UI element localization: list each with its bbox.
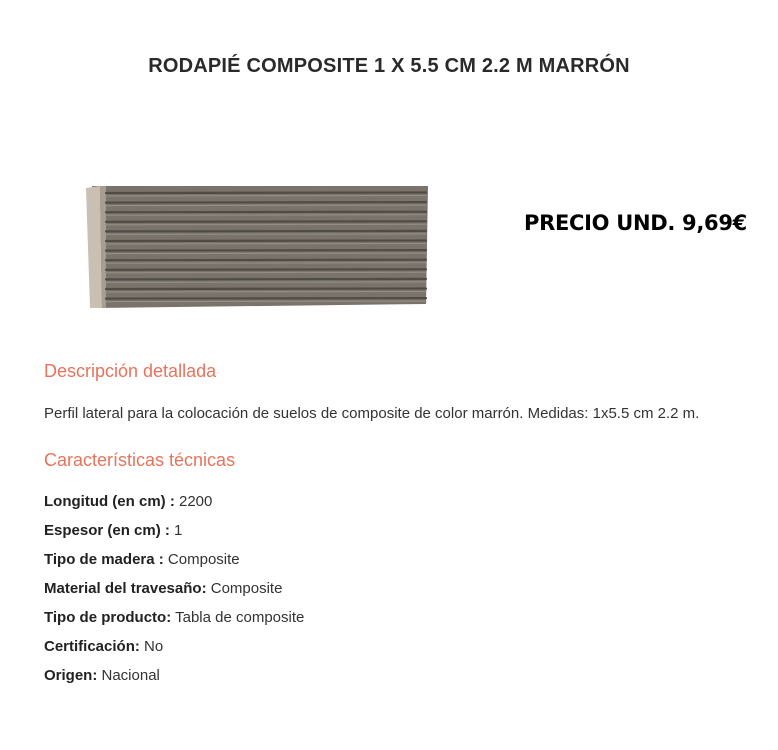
spec-crossbar-material: Material del travesaño: Composite [44, 580, 283, 597]
spec-certification: Certificación: No [44, 638, 164, 655]
composite-skirting-board-image [86, 184, 432, 310]
product-title: RODAPIÉ COMPOSITE 1 X 5.5 CM 2.2 M MARRÓN [148, 55, 630, 77]
spec-thickness: Espesor (en cm) : 1 [44, 522, 183, 539]
spec-product-type: Tipo de producto: Tabla de composite [44, 609, 305, 626]
spec-origin: Origen: Nacional [44, 667, 160, 684]
description-text: Perfil lateral para la colocación de suelos de composite de color marrón. Medidas: 1x5.5 cm 2.2 m. [44, 405, 700, 422]
spec-wood-type: Tipo de madera : Composite [44, 551, 240, 568]
description-heading: Descripción detallada [44, 361, 217, 381]
unit-price: PRECIO UND. 9,69€ [524, 211, 747, 235]
specs-heading: Características técnicas [44, 450, 236, 470]
spec-length: Longitud (en cm) : 2200 [44, 493, 213, 510]
specs-list [44, 492, 304, 695]
